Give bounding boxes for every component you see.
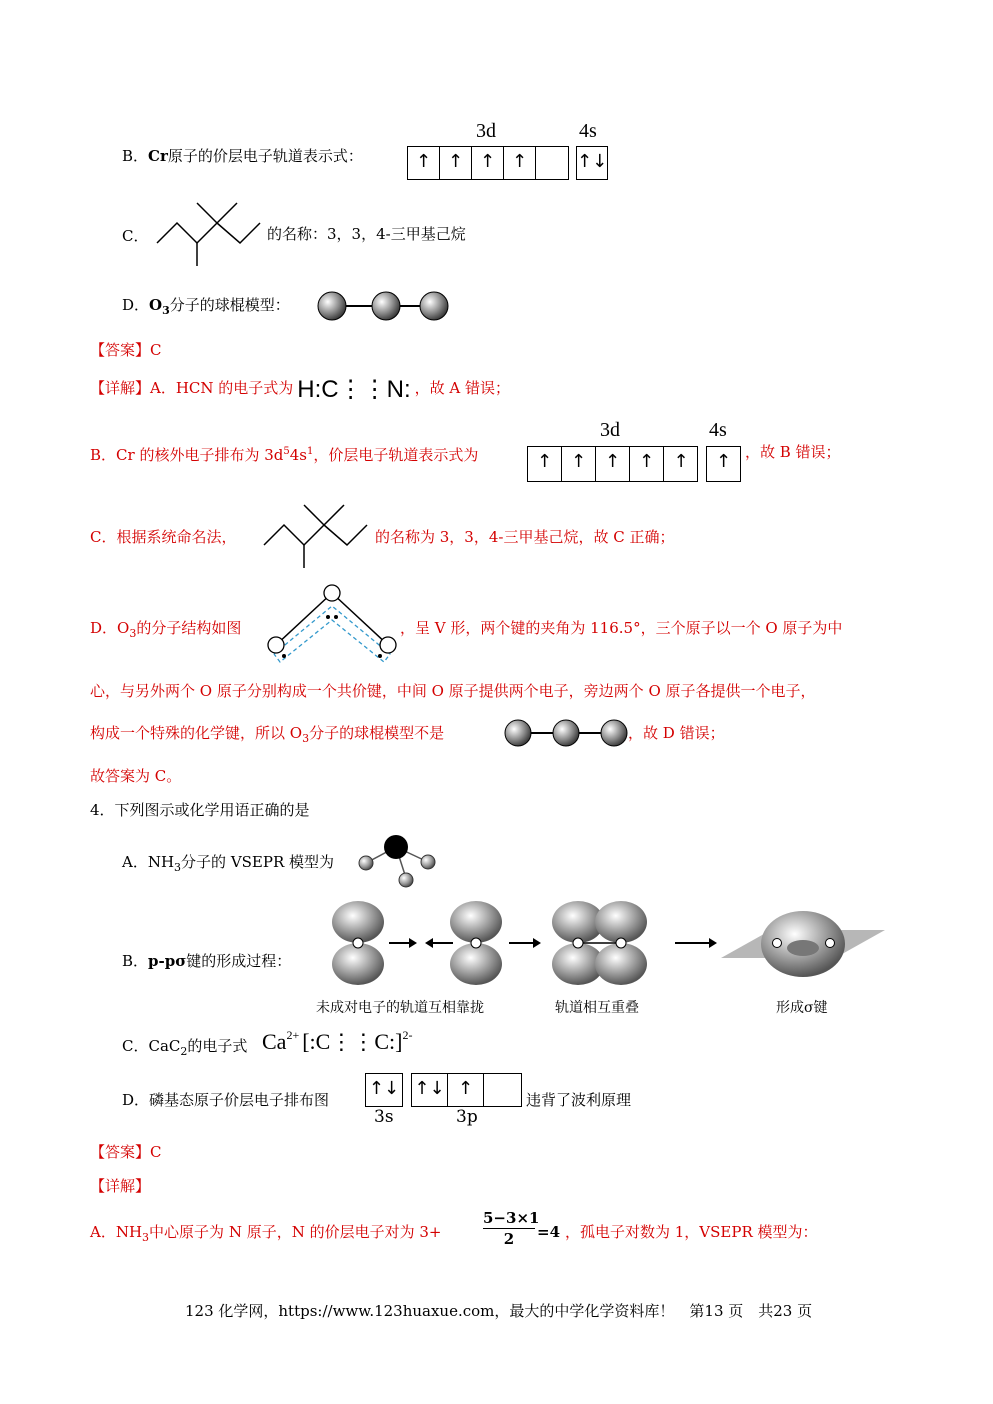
orbital-label-3d: 3d xyxy=(476,120,496,142)
detail-orbital-label-3d: 3d xyxy=(600,419,620,441)
q4-option-b: B．p-pσ键的形成过程： xyxy=(122,952,292,970)
q4-detail-a-tail: ，孤电子对数为 1，VSEPR 模型为： xyxy=(565,1223,818,1241)
skeletal-formula-detail xyxy=(262,500,372,572)
q3-option-b: B．Cr原子的价层电子轨道表示式： xyxy=(122,147,363,165)
q3-option-c-text: 的名称：3，3，4-三甲基己烷 xyxy=(267,225,466,243)
ball-stick-model-icon xyxy=(316,290,452,322)
ozone-structure-diagram xyxy=(266,584,400,666)
q4-option-d-tail: 违背了波利原理 xyxy=(526,1091,632,1109)
label-3p: 3p xyxy=(456,1107,478,1127)
q3-option-d: D．$O_3$分子的球棍模型： xyxy=(122,296,290,317)
q3-detail-b-end: ，故 B 错误； xyxy=(745,443,841,461)
orbital-diagram-3d: ↑ ↑ ↑ ↑ xyxy=(407,146,569,180)
p-orbital-3s: ↑↓ xyxy=(365,1073,403,1107)
orbital-label-4s: 4s xyxy=(579,120,597,142)
p-orbital-3p: ↑↓ ↑ xyxy=(411,1073,522,1107)
q3-detail-d-line3: 构成一个特殊的化学键，所以 $O_3$分子的球棍模型不是 xyxy=(90,724,445,745)
q3-detail-d-line2: 心，与另外两个 O 原子分别构成一个共价键，中间 O 原子提供两个电子，旁边两个 O 原子各提供一个电子， xyxy=(90,682,816,700)
q3-detail-a: 【详解】A．HCN 的电子式为 H:C⋮⋮N: ，故 A 错误； xyxy=(90,376,511,403)
q4-detail-a: A．$NH_3$中心原子为 N 原子，N 的价层电子对为 3+ xyxy=(90,1223,442,1244)
skeletal-formula xyxy=(155,198,265,270)
page-footer: 123 化学网，https://www.123huaxue.com，最大的中学化学资料库！ 第13 页 共23 页 xyxy=(185,1302,813,1320)
q3-detail-d-line3-tail: ，故 D 错误； xyxy=(628,724,725,742)
orbital-diagram-4s: ↑↓ xyxy=(576,146,608,180)
q4-option-d: D．磷基态原子价层电子排布图 xyxy=(122,1091,330,1109)
detail-orbital-diagram-4s: ↑ xyxy=(706,446,741,482)
q4-option-c: C．CaC$_2$的电子式 xyxy=(122,1037,248,1058)
q3-detail-b: B．Cr 的核外电子排布为 $3d^54s^1$，价层电子轨道表示式为 xyxy=(90,446,479,464)
fraction-result: =4 xyxy=(537,1223,561,1241)
cac2-electron-formula: $Ca^{2+}$ [:C⋮⋮C:]$^{2-}$ xyxy=(262,1028,413,1054)
q3-detail-d-tail: ，呈 V 形，两个键的夹角为 116.5°，三个原子以一个 O 原子为中 xyxy=(400,619,843,637)
q4-stem: 4．下列图示或化学用语正确的是 xyxy=(90,801,310,819)
sigma-bond-formation-diagram xyxy=(325,900,890,992)
caption-overlap: 轨道相互重叠 xyxy=(555,1000,639,1016)
q3-conclusion: 故答案为 C。 xyxy=(90,767,182,785)
caption-sigma: 形成σ键 xyxy=(776,1000,828,1016)
q3-detail-c-tail: 的名称为 3，3，4-三甲基己烷，故 C 正确； xyxy=(375,528,675,546)
fraction: 5−3×1 2 xyxy=(483,1209,540,1248)
nh3-vsepr-model-icon xyxy=(356,834,438,890)
q4-detail-head: 【详解】 xyxy=(90,1177,151,1195)
hcn-electron-formula: H:C⋮⋮N: xyxy=(297,376,411,403)
q3-answer: 【答案】C xyxy=(90,341,162,359)
q3-detail-c-head: C．根据系统命名法， xyxy=(90,528,237,546)
detail-orbital-diagram-3d: ↑ ↑ ↑ ↑ ↑ xyxy=(527,446,698,482)
detail-orbital-label-4s: 4s xyxy=(709,419,727,441)
caption-approach: 未成对电子的轨道互相靠拢 xyxy=(316,1000,484,1016)
ball-stick-model-icon-detail xyxy=(504,718,628,748)
label-3s: 3s xyxy=(374,1107,394,1127)
q4-option-a: A．$NH_3$分子的 VSEPR 模型为 xyxy=(122,853,335,874)
q3-option-c-prefix: C． xyxy=(122,227,149,245)
q3-detail-d-head: D．$O_3$的分子结构如图 xyxy=(90,619,242,640)
q4-answer: 【答案】C xyxy=(90,1143,162,1161)
